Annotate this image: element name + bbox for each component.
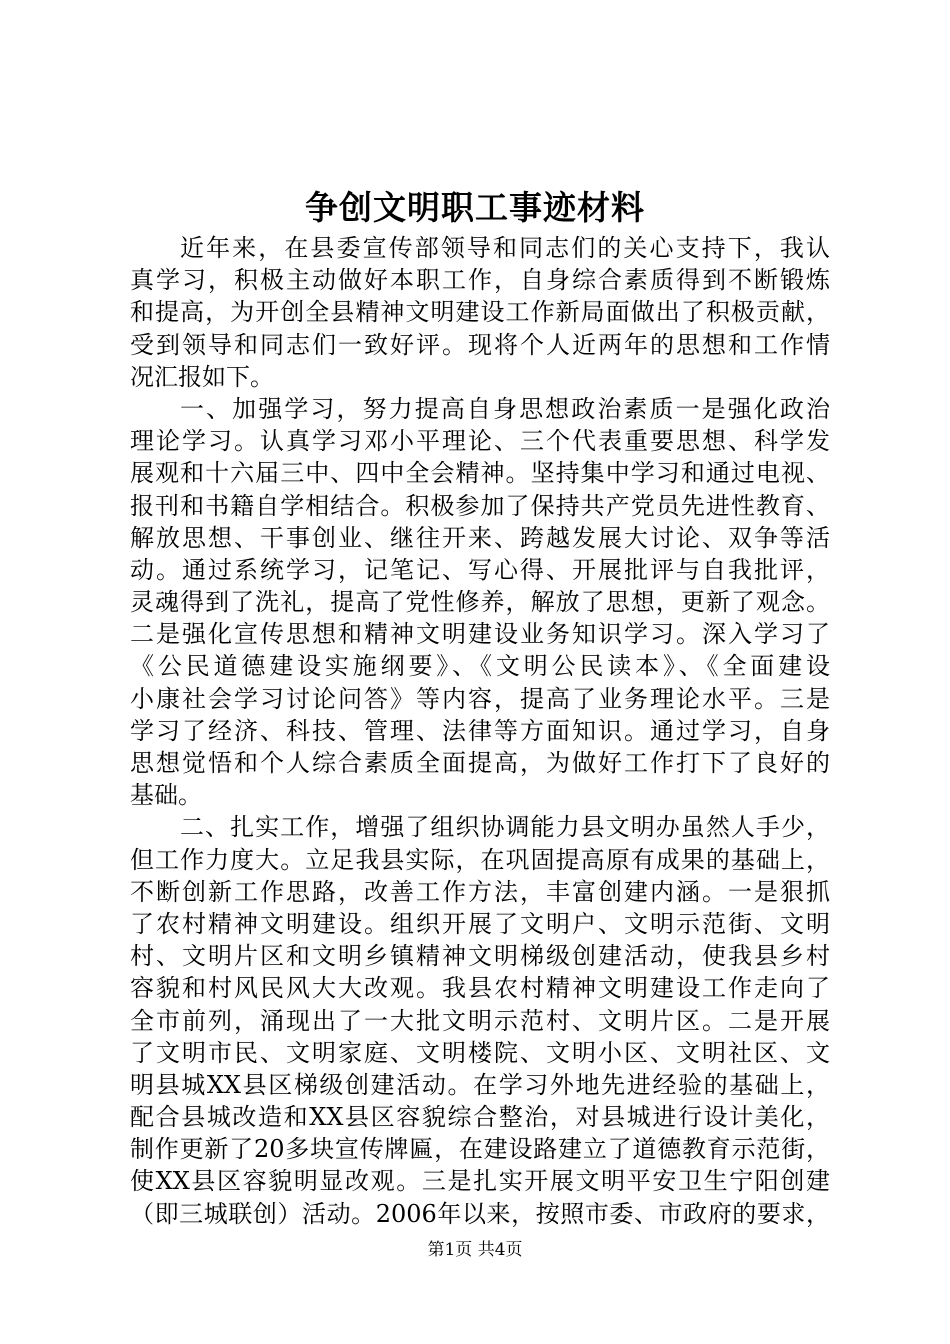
text-line: 学习了经济、科技、管理、法律等方面知识。通过学习，自身 — [130, 716, 830, 745]
text-line: 灵魂得到了洗礼，提高了党性修养，解放了思想，更新了观念。 — [130, 588, 830, 617]
text-line: 制作更新了20多块宣传牌匾，在建设路建立了道德教育示范街， — [130, 1135, 830, 1164]
text-line: 《公民道德建设实施纲要》、《文明公民读本》、《全面建设 — [130, 652, 830, 681]
text-line: 使XX县区容貌明显改观。三是扎实开展文明平安卫生宁阳创建 — [130, 1167, 830, 1196]
page-footer: 第1页 共4页 — [427, 1240, 523, 1260]
document-body — [130, 232, 830, 1230]
text-line: （即三城联创）活动。2006年以来，按照市委、市政府的要求， — [130, 1199, 830, 1228]
text-line: 不断创新工作思路，改善工作方法，丰富创建内涵。一是狠抓 — [130, 877, 830, 906]
text-line: 受到领导和同志们一致好评。现将个人近两年的思想和工作情 — [130, 330, 830, 359]
text-line: 展观和十六届三中、四中全会精神。坚持集中学习和通过电视、 — [130, 459, 830, 488]
text-line: 明县城XX县区梯级创建活动。在学习外地先进经验的基础上， — [130, 1070, 830, 1099]
text-line: 基础。 — [130, 781, 202, 810]
text-line: 报刊和书籍自学相结合。积极参加了保持共产党员先进性教育、 — [130, 491, 830, 520]
text-line: 二是强化宣传思想和精神文明建设业务知识学习。深入学习了 — [130, 620, 830, 649]
text-line: 况汇报如下。 — [130, 362, 274, 391]
text-line: 村、文明片区和文明乡镇精神文明梯级创建活动，使我县乡村 — [130, 942, 830, 971]
text-line: 一、加强学习，努力提高自身思想政治素质一是强化政治 — [180, 394, 830, 423]
text-line: 容貌和村风民风大大改观。我县农村精神文明建设工作走向了 — [130, 974, 830, 1003]
text-line: 小康社会学习讨论问答》等内容，提高了业务理论水平。三是 — [130, 684, 830, 713]
text-line: 动。通过系统学习，记笔记、写心得、开展批评与自我批评， — [130, 555, 830, 584]
text-line: 了文明市民、文明家庭、文明楼院、文明小区、文明社区、文 — [130, 1038, 830, 1067]
text-line: 和提高，为开创全县精神文明建设工作新局面做出了积极贡献， — [130, 298, 830, 327]
text-line: 真学习，积极主动做好本职工作，自身综合素质得到不断锻炼 — [130, 266, 830, 295]
text-line: 思想觉悟和个人综合素质全面提高，为做好工作打下了良好的 — [130, 749, 830, 777]
text-line: 了农村精神文明建设。组织开展了文明户、文明示范街、文明 — [130, 909, 830, 938]
text-line: 近年来，在县委宣传部领导和同志们的关心支持下，我认 — [180, 234, 830, 262]
text-line: 但工作力度大。立足我县实际，在巩固提高原有成果的基础上， — [130, 845, 830, 874]
text-line: 全市前列，涌现出了一大批文明示范村、文明片区。二是开展 — [130, 1006, 830, 1035]
document-title: 争创文明职工事迹材料 — [305, 188, 645, 227]
text-line: 二、扎实工作，增强了组织协调能力县文明办虽然人手少， — [180, 813, 830, 842]
text-line: 解放思想、干事创业、继往开来、跨越发展大讨论、双争等活 — [130, 523, 830, 552]
text-line: 理论学习。认真学习邓小平理论、三个代表重要思想、科学发 — [130, 427, 830, 456]
text-line: 配合县城改造和XX县区容貌综合整治，对县城进行设计美化， — [130, 1103, 830, 1132]
